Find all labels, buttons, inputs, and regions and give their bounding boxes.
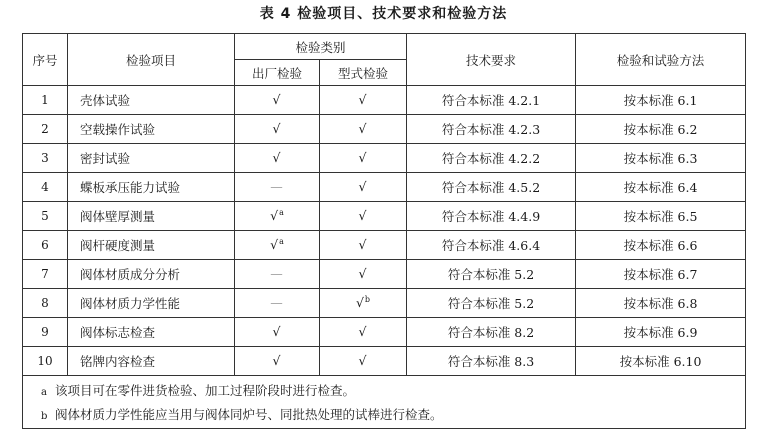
check-mark: √ (358, 266, 367, 282)
header-category: 检验类别 (235, 34, 407, 60)
cell-item: 阀杆硬度测量 (68, 231, 235, 260)
cell-type (320, 318, 407, 347)
check-mark: √ (272, 92, 281, 108)
cell-item: 壳体试验 (68, 86, 235, 115)
table-row (23, 202, 746, 231)
table-row (23, 260, 746, 289)
dash-mark: — (270, 266, 283, 282)
footnote-text: 该项目可在零件进货检验、加工过程阶段时进行检查。 (55, 383, 356, 398)
cell-tech: 符合本标准 4.2.2 (407, 144, 576, 173)
header-method: 检验和试验方法 (576, 34, 746, 86)
dash-mark: — (270, 295, 283, 311)
inspection-table (22, 33, 746, 429)
footnote-mark: a (41, 387, 47, 398)
cell-factory (235, 202, 320, 231)
cell-tech: 符合本标准 8.2 (407, 318, 576, 347)
cell-item: 阀体材质成分分析 (68, 260, 235, 289)
check-mark: √ (355, 295, 364, 311)
table-row (23, 289, 746, 318)
check-mark: √ (358, 208, 367, 224)
footnotes-cell (23, 376, 746, 429)
cell-tech: 符合本标准 5.2 (407, 289, 576, 318)
footnote-text: 阀体材质力学性能应当用与阀体同炉号、同批热处理的试棒进行检查。 (55, 407, 443, 422)
cell-method: 按本标准 6.2 (576, 115, 746, 144)
cell-type (320, 144, 407, 173)
cell-type (320, 347, 407, 376)
check-mark: √ (270, 237, 279, 253)
cell-no: 9 (23, 318, 68, 347)
note-mark: a (279, 208, 284, 218)
cell-method: 按本标准 6.3 (576, 144, 746, 173)
cell-no: 7 (23, 260, 68, 289)
cell-factory (235, 318, 320, 347)
cell-item: 阀体材质力学性能 (68, 289, 235, 318)
cell-no: 5 (23, 202, 68, 231)
cell-no: 8 (23, 289, 68, 318)
cell-method: 按本标准 6.5 (576, 202, 746, 231)
table-row (23, 86, 746, 115)
cell-item: 蝶板承压能力试验 (68, 173, 235, 202)
cell-item: 阀体壁厚测量 (68, 202, 235, 231)
cell-tech: 符合本标准 4.2.1 (407, 86, 576, 115)
check-mark: √ (358, 353, 367, 369)
cell-factory (235, 86, 320, 115)
header-item: 检验项目 (68, 34, 235, 86)
table-title: 表 4 检验项目、技术要求和检验方法 (259, 6, 508, 22)
check-mark: √ (358, 121, 367, 137)
cell-type (320, 86, 407, 115)
cell-method: 按本标准 6.1 (576, 86, 746, 115)
cell-type (320, 202, 407, 231)
cell-tech: 符合本标准 4.6.4 (407, 231, 576, 260)
note-mark: b (364, 295, 371, 305)
cell-method: 按本标准 6.4 (576, 173, 746, 202)
check-mark: √ (270, 208, 279, 224)
cell-factory (235, 144, 320, 173)
cell-item: 阀体标志检查 (68, 318, 235, 347)
cell-item: 密封试验 (68, 144, 235, 173)
table-row (23, 173, 746, 202)
cell-no: 1 (23, 86, 68, 115)
check-mark: √ (272, 150, 281, 166)
header-seq: 序号 (23, 34, 68, 86)
footnote (41, 380, 745, 404)
footnote-mark: b (41, 411, 48, 422)
cell-factory (235, 173, 320, 202)
cell-no: 4 (23, 173, 68, 202)
cell-factory (235, 260, 320, 289)
cell-factory (235, 231, 320, 260)
check-mark: √ (358, 150, 367, 166)
cell-method: 按本标准 6.7 (576, 260, 746, 289)
check-mark: √ (358, 237, 367, 253)
cell-no: 10 (23, 347, 68, 376)
check-mark: √ (272, 121, 281, 137)
cell-tech: 符合本标准 5.2 (407, 260, 576, 289)
dash-mark: — (270, 179, 283, 195)
cell-type (320, 289, 407, 318)
cell-type (320, 260, 407, 289)
cell-method: 按本标准 6.6 (576, 231, 746, 260)
cell-type (320, 173, 407, 202)
cell-no: 3 (23, 144, 68, 173)
check-mark: √ (272, 353, 281, 369)
header-factory: 出厂检验 (235, 60, 320, 86)
check-mark: √ (272, 324, 281, 340)
cell-tech: 符合本标准 8.3 (407, 347, 576, 376)
check-mark: √ (358, 324, 367, 340)
cell-no: 2 (23, 115, 68, 144)
table-row (23, 231, 746, 260)
table-row (23, 144, 746, 173)
cell-tech: 符合本标准 4.2.3 (407, 115, 576, 144)
cell-factory (235, 115, 320, 144)
note-mark: a (279, 237, 284, 247)
table-row (23, 318, 746, 347)
footnotes-row (23, 376, 746, 429)
check-mark: √ (358, 179, 367, 195)
cell-tech: 符合本标准 4.5.2 (407, 173, 576, 202)
table-row (23, 347, 746, 376)
cell-method: 按本标准 6.10 (576, 347, 746, 376)
cell-type (320, 115, 407, 144)
cell-item: 铭牌内容检查 (68, 347, 235, 376)
footnote (41, 404, 745, 428)
header-tech: 技术要求 (407, 34, 576, 86)
cell-no: 6 (23, 231, 68, 260)
cell-factory (235, 289, 320, 318)
cell-method: 按本标准 6.8 (576, 289, 746, 318)
table-row (23, 115, 746, 144)
cell-tech: 符合本标准 4.4.9 (407, 202, 576, 231)
check-mark: √ (358, 92, 367, 108)
cell-method: 按本标准 6.9 (576, 318, 746, 347)
header-type: 型式检验 (320, 60, 407, 86)
cell-item: 空载操作试验 (68, 115, 235, 144)
cell-factory (235, 347, 320, 376)
cell-type (320, 231, 407, 260)
